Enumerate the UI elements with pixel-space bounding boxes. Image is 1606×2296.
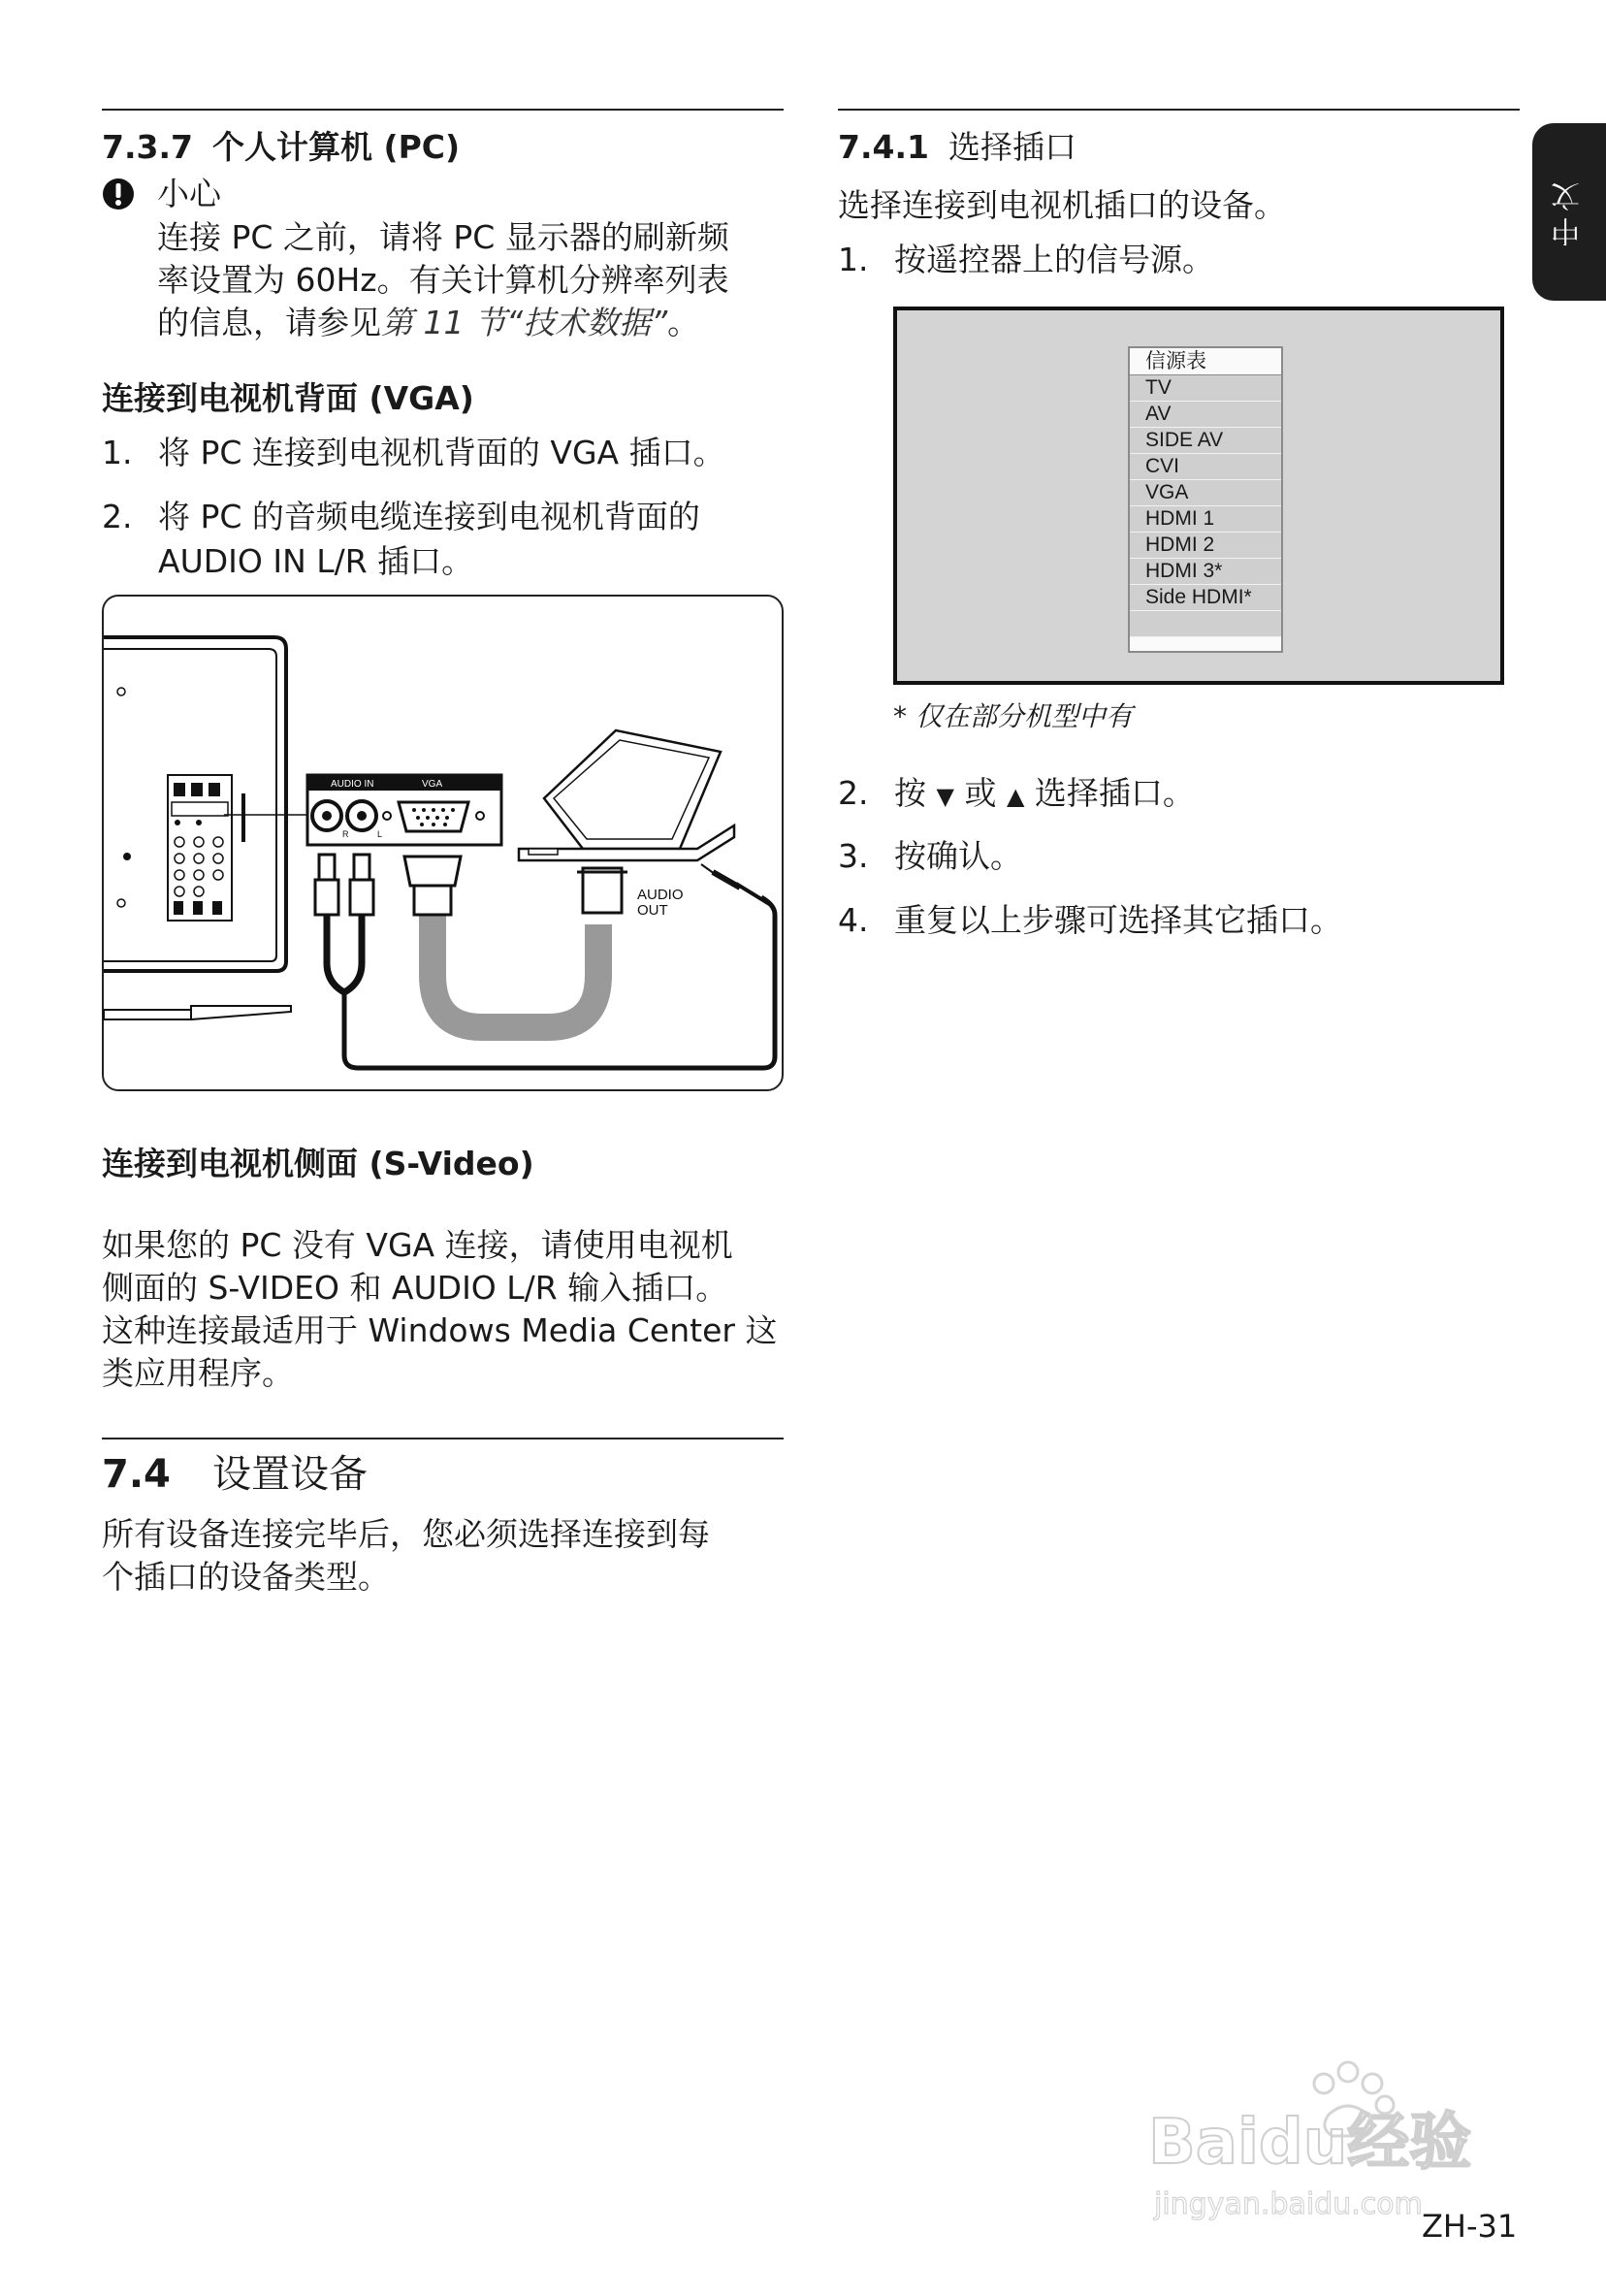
footnote: * 仅在部分机型中有 bbox=[893, 700, 1133, 732]
caution-reference-link[interactable]: 第 11 节“技术数据” bbox=[381, 304, 668, 341]
step-number: 3. bbox=[838, 837, 869, 875]
svideo-line-1: 如果您的 PC 没有 VGA 连接，请使用电视机 bbox=[102, 1226, 733, 1264]
step-number: 1. bbox=[838, 241, 869, 278]
svideo-line-2: 侧面的 S-VIDEO 和 AUDIO L/R 输入插口。 bbox=[102, 1269, 728, 1307]
baidu-watermark-logo bbox=[1135, 2047, 1503, 2231]
svideo-line-4: 类应用程序。 bbox=[102, 1354, 294, 1392]
step-number: 1. bbox=[102, 434, 133, 471]
svideo-heading: 连接到电视机侧面 (S-Video) bbox=[102, 1145, 534, 1182]
svideo-line-3: 这种连接最适用于 Windows Media Center 这 bbox=[102, 1311, 778, 1349]
diagram-label-audio-in: AUDIO IN bbox=[331, 779, 374, 790]
watermark-url: jingyan.baidu.com bbox=[1154, 2187, 1423, 2221]
step-number: 2. bbox=[102, 498, 133, 535]
caution-line-3 bbox=[157, 302, 699, 344]
vga-connection-diagram bbox=[102, 595, 784, 1091]
s74-line-2: 个插口的设备类型。 bbox=[102, 1558, 390, 1596]
watermark-brand: Baidu经验 bbox=[1148, 2107, 1472, 2179]
diagram-label-vga: VGA bbox=[422, 779, 443, 790]
caution-line-1: 连接 PC 之前，请将 PC 显示器的刷新频 bbox=[157, 218, 729, 256]
s74-line-1: 所有设备连接完毕后，您必须选择连接到每 bbox=[102, 1515, 710, 1553]
caution-line-3-suffix: 。 bbox=[667, 304, 700, 341]
diagram-label-out: OUT bbox=[637, 902, 668, 919]
language-tab-label: 中文 bbox=[1552, 177, 1586, 247]
caution-line-3-prefix: 的信息，请参见 bbox=[157, 304, 381, 341]
step-text-pre: 按 bbox=[894, 774, 937, 812]
step-number: 4. bbox=[838, 901, 869, 939]
diagram-label-r: R bbox=[342, 829, 349, 839]
source-list-empty-row bbox=[1130, 611, 1281, 637]
section-rule-7-4 bbox=[102, 1438, 784, 1439]
caution-icon bbox=[102, 178, 135, 210]
section-number: 7.4.1 bbox=[838, 128, 929, 166]
source-list-footer bbox=[1130, 637, 1281, 651]
step-text: 按遥控器上的信号源。 bbox=[894, 241, 1214, 278]
language-tab[interactable] bbox=[1532, 123, 1606, 301]
step-text: 将 PC 的音频电缆连接到电视机背面的 bbox=[158, 498, 700, 535]
intro-text: 选择连接到电视机插口的设备。 bbox=[838, 186, 1286, 224]
source-list-header: 信源表 bbox=[1130, 348, 1281, 375]
down-arrow-icon: ▼ bbox=[936, 783, 954, 810]
source-menu-screenshot bbox=[893, 307, 1504, 685]
step-number: 2. bbox=[838, 774, 869, 812]
section-title: 个人计算机 (PC) bbox=[212, 128, 461, 166]
step-text: 将 PC 连接到电视机背面的 VGA 插口。 bbox=[158, 434, 725, 471]
section-heading-7-3-7 bbox=[102, 122, 460, 168]
source-item-av[interactable]: AV bbox=[1130, 402, 1281, 428]
diagram-label-audio: AUDIO bbox=[637, 887, 684, 903]
source-item-hdmi-2[interactable]: HDMI 2 bbox=[1130, 533, 1281, 559]
section-number: 7.4 bbox=[102, 1452, 171, 1497]
section-title: 设置设备 bbox=[212, 1452, 368, 1497]
section-rule-top-right bbox=[838, 109, 1520, 111]
source-item-tv[interactable]: TV bbox=[1130, 375, 1281, 402]
section-heading-7-4 bbox=[102, 1443, 368, 1499]
step-text-mid: 或 bbox=[953, 774, 1007, 812]
section-title: 选择插口 bbox=[948, 128, 1076, 166]
section-number: 7.3.7 bbox=[102, 128, 193, 166]
caution-line-2: 率设置为 60Hz。有关计算机分辨率列表 bbox=[157, 261, 729, 299]
section-rule-top-left bbox=[102, 109, 784, 111]
source-list-menu bbox=[1128, 346, 1283, 653]
source-item-hdmi-3[interactable]: HDMI 3* bbox=[1130, 559, 1281, 585]
source-item-vga[interactable]: VGA bbox=[1130, 480, 1281, 506]
diagram-label-l: L bbox=[377, 829, 383, 839]
page-number: ZH-31 bbox=[1422, 2208, 1518, 2245]
step-text-post: 选择插口。 bbox=[1024, 774, 1195, 812]
source-item-cvi[interactable]: CVI bbox=[1130, 454, 1281, 480]
source-item-side-av[interactable]: SIDE AV bbox=[1130, 428, 1281, 454]
up-arrow-icon: ▲ bbox=[1006, 783, 1025, 810]
section-heading-7-4-1 bbox=[838, 122, 1076, 168]
step-text bbox=[894, 771, 1195, 819]
vga-heading: 连接到电视机背面 (VGA) bbox=[102, 379, 474, 417]
step-text: 重复以上步骤可选择其它插口。 bbox=[894, 901, 1342, 939]
step-text: 按确认。 bbox=[894, 837, 1022, 875]
source-item-hdmi-1[interactable]: HDMI 1 bbox=[1130, 506, 1281, 533]
step-text-line-2: AUDIO IN L/R 插口。 bbox=[158, 542, 474, 580]
source-item-side-hdmi[interactable]: Side HDMI* bbox=[1130, 585, 1281, 611]
caution-label: 小心 bbox=[157, 175, 221, 212]
